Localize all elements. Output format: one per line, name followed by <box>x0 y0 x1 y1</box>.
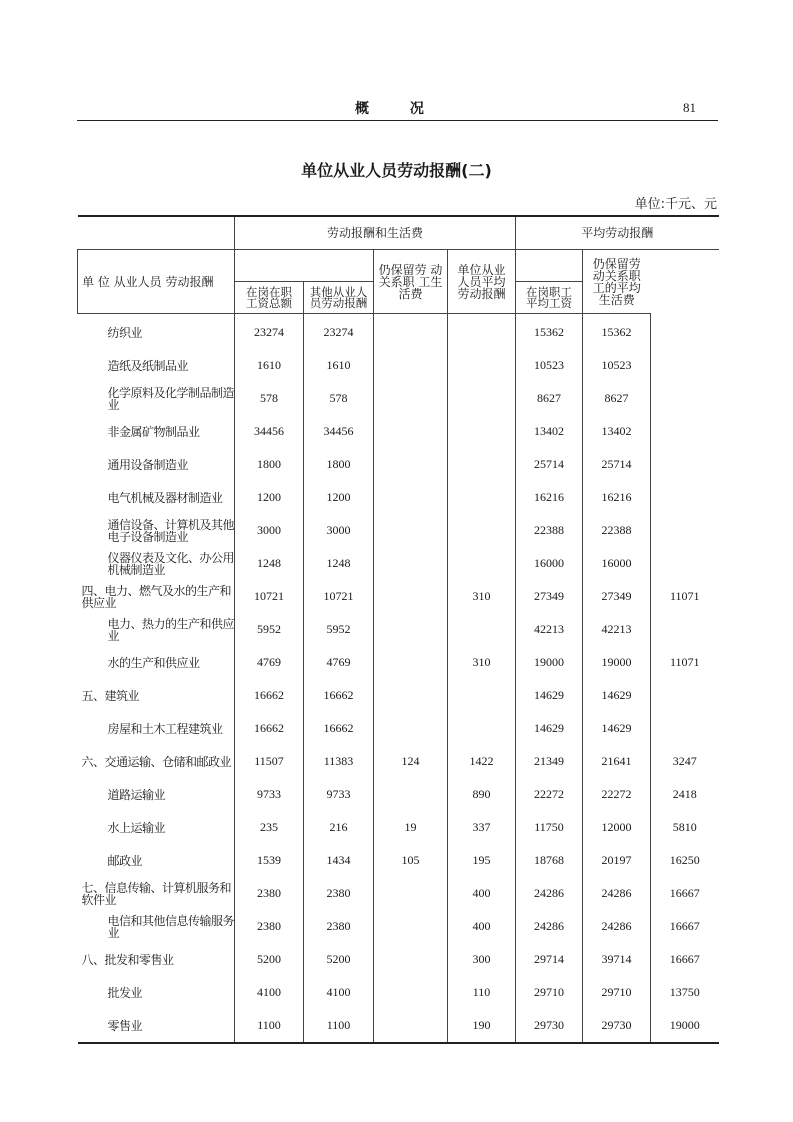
cell-c1: 5200 <box>235 943 304 976</box>
table-row <box>78 910 719 943</box>
cell-c2: 16662 <box>304 712 374 745</box>
table-row <box>78 745 719 778</box>
cell-c5: 22272 <box>516 778 583 811</box>
cell-c4: 337 <box>448 811 516 844</box>
cell-c2: 578 <box>304 382 374 415</box>
cell-c3 <box>374 547 448 580</box>
cell-c3: 124 <box>374 745 448 778</box>
cell-c2: 11383 <box>304 745 374 778</box>
cell-c3: 19 <box>374 811 448 844</box>
table-row <box>78 481 719 514</box>
cell-c5: 10523 <box>516 349 583 382</box>
cell-c5: 16216 <box>516 481 583 514</box>
table-row <box>78 382 719 415</box>
cell-c3 <box>374 481 448 514</box>
cell-c3 <box>374 580 448 613</box>
cell-c4: 195 <box>448 844 516 877</box>
row-industry-name: 四、电力、燃气及水的生产和供应业 <box>81 583 232 610</box>
column-header-avg-total: 单位从业 人员平均 劳动报酬 <box>448 250 516 314</box>
cell-c4 <box>448 679 516 712</box>
cell-c2: 1100 <box>304 1009 374 1043</box>
cell-c6: 24286 <box>583 877 651 910</box>
running-head <box>0 96 793 120</box>
cell-c5: 25714 <box>516 448 583 481</box>
cell-c2: 1800 <box>304 448 374 481</box>
row-industry-name: 水的生产和供应业 <box>107 655 200 670</box>
row-industry-name: 电信和其他信息传输服务业 <box>107 913 235 940</box>
row-industry-name: 水上运输业 <box>107 820 166 835</box>
row-industry-name: 邮政业 <box>107 853 143 868</box>
cell-c7: 16250 <box>651 844 719 877</box>
cell-c3 <box>374 448 448 481</box>
compensation-table <box>77 215 719 1044</box>
cell-c3 <box>374 314 448 350</box>
cell-c5: 13402 <box>516 415 583 448</box>
cell-c1: 2380 <box>235 910 304 943</box>
cell-c5: 14629 <box>516 712 583 745</box>
cell-c1: 5952 <box>235 613 304 646</box>
cell-c4 <box>448 712 516 745</box>
cell-c6: 10523 <box>583 349 651 382</box>
cell-c2: 23274 <box>304 314 374 350</box>
cell-c7: 16667 <box>651 910 719 943</box>
cell-c4: 400 <box>448 910 516 943</box>
cell-c5: 16000 <box>516 547 583 580</box>
cell-c4: 300 <box>448 943 516 976</box>
cell-c1: 1539 <box>235 844 304 877</box>
row-industry-name: 六、交通运输、仓储和邮政业 <box>81 754 232 769</box>
cell-c7 <box>651 547 719 580</box>
cell-c5: 11750 <box>516 811 583 844</box>
row-industry-name: 仪器仪表及文化、办公用机械制造业 <box>107 550 235 577</box>
row-industry-name: 非金属矿物制品业 <box>107 424 200 439</box>
cell-c1: 16662 <box>235 679 304 712</box>
cell-c3 <box>374 1009 448 1043</box>
cell-c6: 13402 <box>583 415 651 448</box>
row-industry-name: 电气机械及器材制造业 <box>107 490 223 505</box>
cell-c2: 1434 <box>304 844 374 877</box>
cell-c4 <box>448 481 516 514</box>
cell-c7 <box>651 314 719 350</box>
cell-c6: 15362 <box>583 314 651 350</box>
cell-c1: 2380 <box>235 877 304 910</box>
cell-c4: 110 <box>448 976 516 1009</box>
cell-c6: 22272 <box>583 778 651 811</box>
cell-c1: 16662 <box>235 712 304 745</box>
cell-c3 <box>374 943 448 976</box>
cell-c1: 3000 <box>235 514 304 547</box>
row-industry-name: 八、批发和零售业 <box>81 952 174 967</box>
cell-c7 <box>651 712 719 745</box>
cell-c2: 9733 <box>304 778 374 811</box>
table-row <box>78 448 719 481</box>
cell-c6: 21641 <box>583 745 651 778</box>
table-row <box>78 646 719 679</box>
cell-c5: 19000 <box>516 646 583 679</box>
cell-c1: 4100 <box>235 976 304 1009</box>
cell-c4 <box>448 613 516 646</box>
cell-c4: 890 <box>448 778 516 811</box>
cell-c7: 19000 <box>651 1009 719 1043</box>
row-industry-name: 纺织业 <box>107 325 143 340</box>
cell-c5: 21349 <box>516 745 583 778</box>
cell-c4 <box>448 349 516 382</box>
cell-c6: 19000 <box>583 646 651 679</box>
cell-c6: 24286 <box>583 910 651 943</box>
column-header-avg-retained: 仍保留劳 动关系职 工的平均 生活费 <box>583 250 651 314</box>
row-industry-name: 电力、热力的生产和供应业 <box>107 616 235 643</box>
cell-c2: 2380 <box>304 910 374 943</box>
cell-c1: 10721 <box>235 580 304 613</box>
cell-c4: 190 <box>448 1009 516 1043</box>
row-industry-name: 化学原料及化学制品制造业 <box>107 385 235 412</box>
column-header-other: 其他从业人 员劳动报酬 <box>304 282 374 314</box>
cell-c5: 29710 <box>516 976 583 1009</box>
cell-c7 <box>651 448 719 481</box>
header-rule <box>77 120 718 121</box>
cell-c6: 20197 <box>583 844 651 877</box>
cell-c1: 1800 <box>235 448 304 481</box>
table-row <box>78 844 719 877</box>
table-row <box>78 877 719 910</box>
unit-label: 单位:千元、元 <box>634 197 717 212</box>
group-header-avg: 平均劳动报酬 <box>516 216 719 250</box>
cell-c5: 14629 <box>516 679 583 712</box>
cell-c5: 24286 <box>516 877 583 910</box>
cell-c4 <box>448 547 516 580</box>
cell-c6: 16216 <box>583 481 651 514</box>
cell-c6: 39714 <box>583 943 651 976</box>
cell-c7 <box>651 415 719 448</box>
page-number: 81 <box>683 100 696 115</box>
table-row <box>78 349 719 382</box>
cell-c6: 25714 <box>583 448 651 481</box>
cell-c2: 1610 <box>304 349 374 382</box>
column-header-onpost: 在岗在职 工资总额 <box>235 282 304 314</box>
cell-c5: 22388 <box>516 514 583 547</box>
cell-c3 <box>374 778 448 811</box>
cell-c2: 5200 <box>304 943 374 976</box>
cell-c1: 578 <box>235 382 304 415</box>
cell-c2: 1200 <box>304 481 374 514</box>
row-industry-name: 七、信息传输、计算机服务和软件业 <box>81 880 232 907</box>
cell-c3 <box>374 712 448 745</box>
cell-c6: 27349 <box>583 580 651 613</box>
cell-c7 <box>651 514 719 547</box>
cell-c4 <box>448 514 516 547</box>
cell-c3 <box>374 679 448 712</box>
cell-c7: 11071 <box>651 580 719 613</box>
cell-c4: 1422 <box>448 745 516 778</box>
cell-c6: 29730 <box>583 1009 651 1043</box>
cell-c7: 11071 <box>651 646 719 679</box>
row-industry-name: 房屋和土木工程建筑业 <box>107 721 223 736</box>
table-row <box>78 976 719 1009</box>
table-row <box>78 514 719 547</box>
cell-c1: 235 <box>235 811 304 844</box>
cell-c4 <box>448 415 516 448</box>
table-row <box>78 943 719 976</box>
cell-c3 <box>374 382 448 415</box>
cell-c3 <box>374 349 448 382</box>
cell-c3: 105 <box>374 844 448 877</box>
cell-c6: 42213 <box>583 613 651 646</box>
table-row <box>78 314 719 350</box>
cell-c4 <box>448 314 516 350</box>
cell-c7: 16667 <box>651 943 719 976</box>
cell-c1: 1100 <box>235 1009 304 1043</box>
cell-c4: 310 <box>448 646 516 679</box>
table-row <box>78 580 719 613</box>
cell-c1: 9733 <box>235 778 304 811</box>
cell-c1: 11507 <box>235 745 304 778</box>
row-industry-name: 通信设备、计算机及其他电子设备制造业 <box>107 517 235 544</box>
cell-c5: 15362 <box>516 314 583 350</box>
cell-c2: 16662 <box>304 679 374 712</box>
row-industry-name: 零售业 <box>107 1018 143 1033</box>
cell-c6: 22388 <box>583 514 651 547</box>
cell-c3 <box>374 613 448 646</box>
section-name: 概 况 <box>355 101 442 117</box>
row-industry-name: 造纸及纸制品业 <box>107 358 189 373</box>
cell-c6: 14629 <box>583 679 651 712</box>
cell-c3 <box>374 646 448 679</box>
cell-c2: 2380 <box>304 877 374 910</box>
cell-c3 <box>374 976 448 1009</box>
table-row <box>78 778 719 811</box>
row-industry-name: 五、建筑业 <box>81 688 140 703</box>
cell-c7: 13750 <box>651 976 719 1009</box>
row-industry-name: 通用设备制造业 <box>107 457 189 472</box>
cell-c6: 8627 <box>583 382 651 415</box>
cell-c4 <box>448 448 516 481</box>
column-header-avg-onpost: 在岗职工 平均工资 <box>516 282 583 314</box>
table-row <box>78 547 719 580</box>
cell-c5: 24286 <box>516 910 583 943</box>
subgroup-spacer <box>235 250 374 282</box>
table-row <box>78 811 719 844</box>
cell-c5: 18768 <box>516 844 583 877</box>
table-row <box>78 679 719 712</box>
avg-spacer <box>516 250 583 282</box>
row-industry-name: 批发业 <box>107 985 143 1000</box>
stub-header <box>78 216 235 250</box>
cell-c5: 8627 <box>516 382 583 415</box>
cell-c7: 5810 <box>651 811 719 844</box>
table-row <box>78 415 719 448</box>
cell-c3 <box>374 415 448 448</box>
cell-c2: 4769 <box>304 646 374 679</box>
cell-c1: 1248 <box>235 547 304 580</box>
cell-c1: 34456 <box>235 415 304 448</box>
cell-c6: 14629 <box>583 712 651 745</box>
cell-c2: 216 <box>304 811 374 844</box>
cell-c7 <box>651 613 719 646</box>
table-row <box>78 712 719 745</box>
cell-c7: 3247 <box>651 745 719 778</box>
row-industry-name: 道路运输业 <box>107 787 166 802</box>
cell-c2: 1248 <box>304 547 374 580</box>
cell-c7: 16667 <box>651 877 719 910</box>
cell-c2: 4100 <box>304 976 374 1009</box>
cell-c3 <box>374 910 448 943</box>
cell-c4 <box>448 382 516 415</box>
cell-c1: 1200 <box>235 481 304 514</box>
column-header-retained: 仍保留劳 动关系职 工生活费 <box>374 250 448 314</box>
cell-c2: 5952 <box>304 613 374 646</box>
cell-c5: 42213 <box>516 613 583 646</box>
cell-c6: 16000 <box>583 547 651 580</box>
cell-c5: 27349 <box>516 580 583 613</box>
table-title: 单位从业人员劳动报酬(二) <box>301 161 492 180</box>
cell-c5: 29714 <box>516 943 583 976</box>
column-header-labor-total: 单 位 从业人员 劳动报酬 <box>78 250 235 314</box>
cell-c4: 400 <box>448 877 516 910</box>
cell-c2: 34456 <box>304 415 374 448</box>
cell-c2: 3000 <box>304 514 374 547</box>
cell-c6: 29710 <box>583 976 651 1009</box>
cell-c7 <box>651 481 719 514</box>
table-row <box>78 1009 719 1043</box>
cell-c1: 23274 <box>235 314 304 350</box>
cell-c3 <box>374 514 448 547</box>
cell-c1: 4769 <box>235 646 304 679</box>
cell-c7 <box>651 349 719 382</box>
cell-c7: 2418 <box>651 778 719 811</box>
cell-c7 <box>651 679 719 712</box>
group-header-labor: 劳动报酬和生活费 <box>235 216 516 250</box>
cell-c4: 310 <box>448 580 516 613</box>
cell-c7 <box>651 382 719 415</box>
cell-c1: 1610 <box>235 349 304 382</box>
cell-c2: 10721 <box>304 580 374 613</box>
cell-c5: 29730 <box>516 1009 583 1043</box>
cell-c3 <box>374 877 448 910</box>
table-row <box>78 613 719 646</box>
cell-c6: 12000 <box>583 811 651 844</box>
